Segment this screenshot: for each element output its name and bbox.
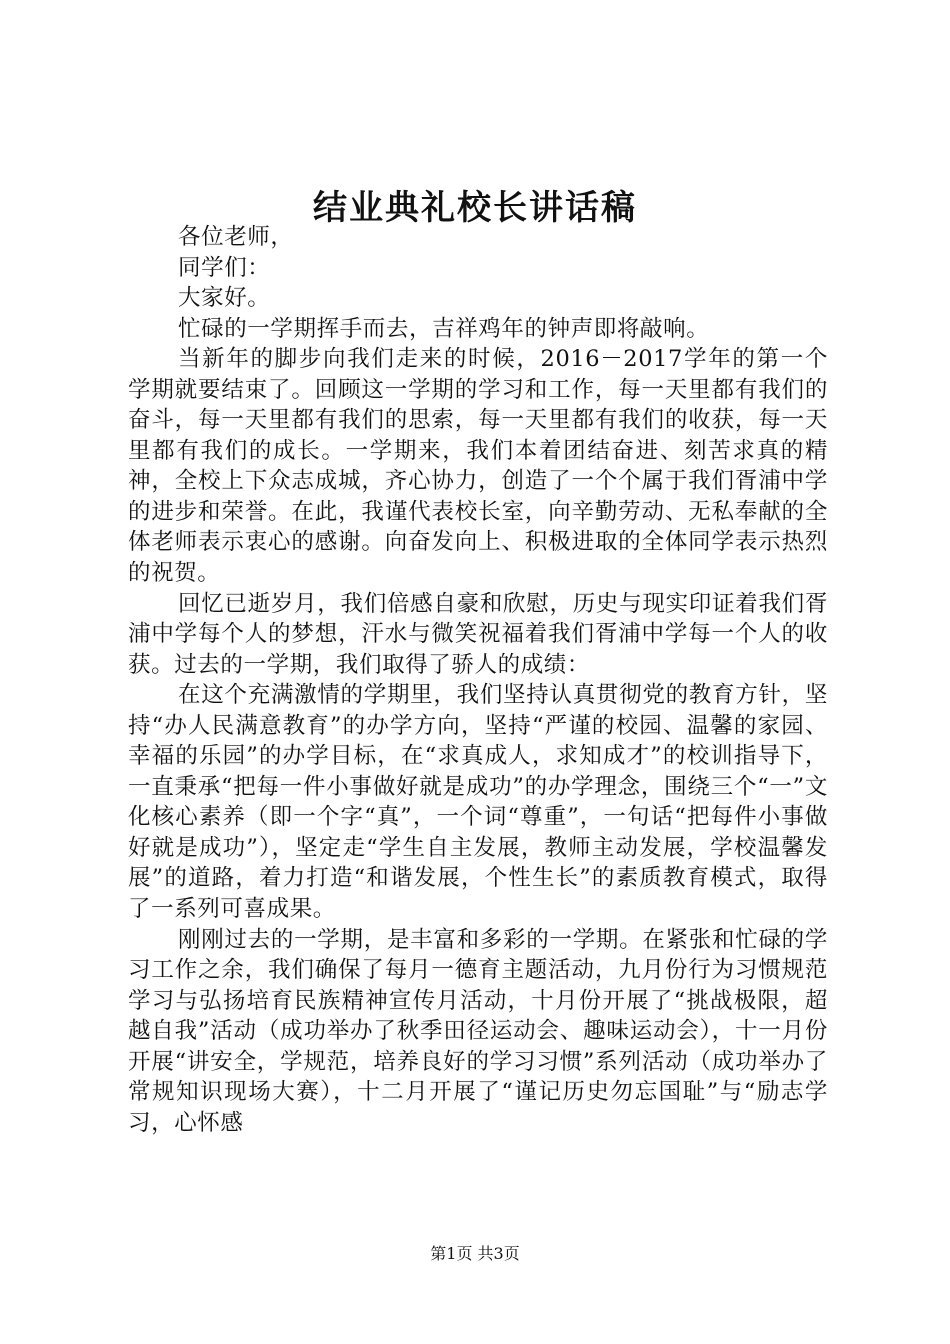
body-paragraph: 当新年的脚步向我们走来的时候，2016－2017学年的第一个学期就要结束了。回顾这一学期的学习和工作，每一天里都有我们的奋斗，每一天里都有我们的思索，每一天里都有我们的收获，每一天里都有我们的成长。一学期来，我们本着团结奋进、刻苦求真的精神，全校上下众志成城，齐心协力，创造了一个个属于我们胥浦中学的进步和荣誉。在此，我谨代表校长室，向辛勤劳动、无私奉献的全体老师表示衷心的感谢。向奋发向上、积极进取的全体同学表示热烈的祝贺。	[128, 346, 828, 587]
body-paragraph: 忙碌的一学期挥手而去，吉祥鸡年的钟声即将敲响。	[178, 315, 710, 342]
page-number: 第1页 共3页	[430, 1244, 520, 1263]
body-paragraph: 回忆已逝岁月，我们倍感自豪和欣慰，历史与现实印证着我们胥浦中学每个人的梦想，汗水与微笑祝福着我们胥浦中学每一个人的收获。过去的一学期，我们取得了骄人的成绩：	[128, 590, 828, 678]
document-body	[128, 222, 828, 1138]
salutation-students: 同学们：	[178, 254, 271, 281]
body-paragraph: 在这个充满激情的学期里，我们坚持认真贯彻党的教育方针，坚持“办人民满意教育”的办学方向，坚持“严谨的校园、温馨的家园、幸福的乐园”的办学目标，在“求真成人，求知成才”的校训指导下，一直秉承“把每一件小事做好就是成功”的办学理念，围绕三个“一”文化核心素养（即一个字“真”，一个词“尊重”，一句话“把每件小事做好就是成功”），坚定走“学生自主发展，教师主动发展，学校温馨发展”的道路，着力打造“和谐发展，个性生长”的素质教育模式，取得了一系列可喜成果。	[128, 682, 828, 923]
greeting: 大家好。	[178, 285, 271, 312]
body-paragraph: 刚刚过去的一学期，是丰富和多彩的一学期。在紧张和忙碌的学习工作之余，我们确保了每月一德育主题活动，九月份行为习惯规范学习与弘扬培育民族精神宣传月活动，十月份开展了“挑战极限，超越自我”活动（成功举办了秋季田径运动会、趣味运动会），十一月份开展“讲安全，学规范，培养良好的学习习惯”系列活动（成功举办了常规知识现场大赛），十二月开展了“谨记历史勿忘国耻”与“励志学习，心怀感	[128, 926, 828, 1136]
document-title: 结业典礼校长讲话稿	[313, 188, 637, 228]
salutation-teachers: 各位老师，	[178, 224, 294, 250]
